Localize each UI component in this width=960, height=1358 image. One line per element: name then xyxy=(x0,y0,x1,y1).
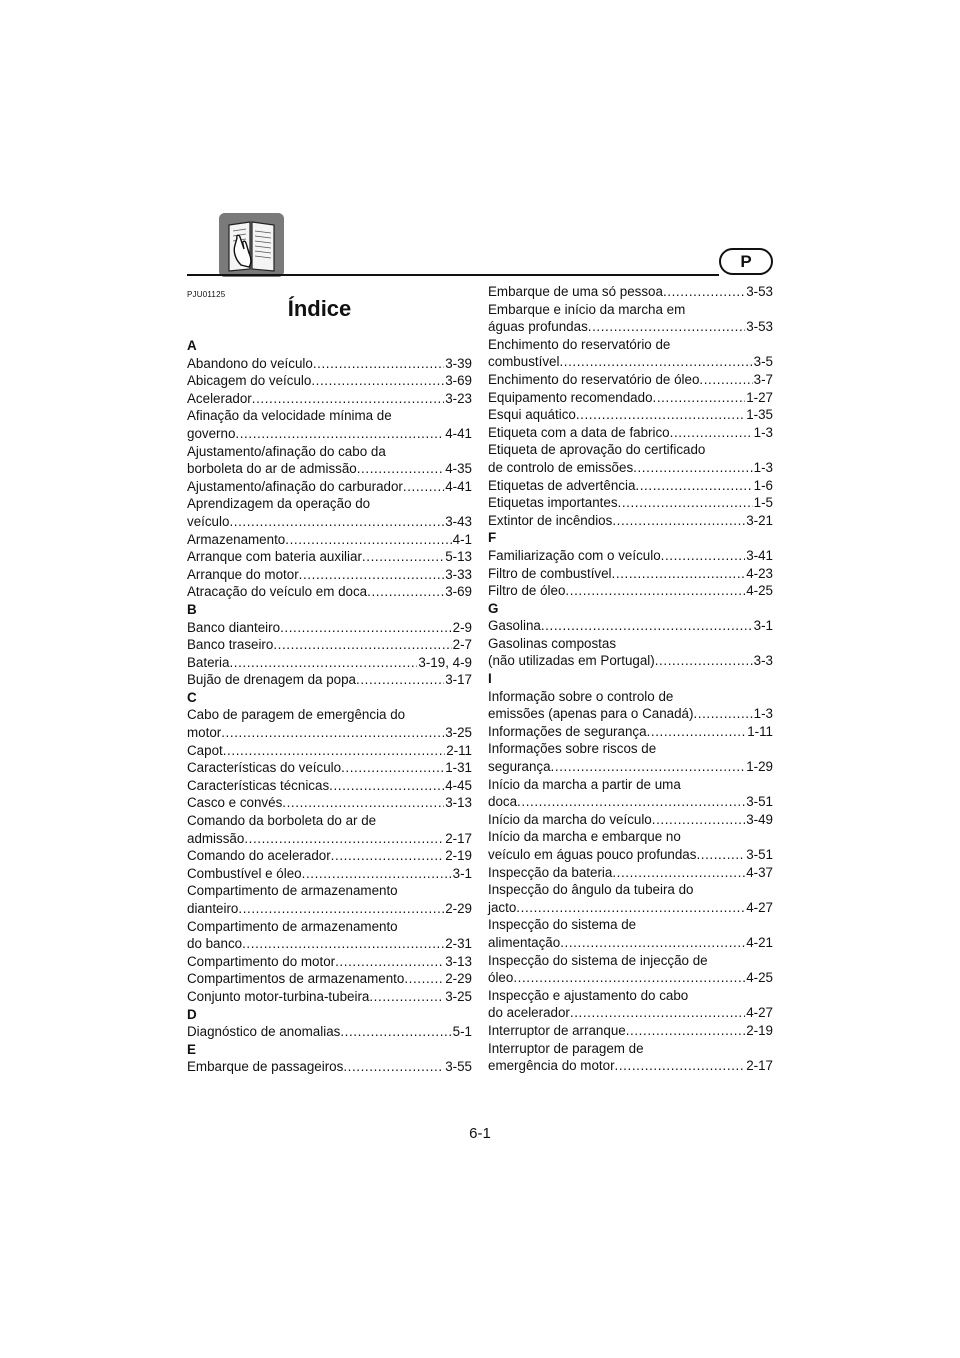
index-entry-text: (não utilizadas em Portugal) xyxy=(488,653,655,669)
dot-leader xyxy=(670,424,753,442)
dot-leader xyxy=(340,1023,451,1041)
index-entry-page: 3-1 xyxy=(753,618,773,634)
index-entry-text: Filtro de combustível xyxy=(488,565,612,581)
index-entry-page: 3-17 xyxy=(445,672,472,688)
dot-leader xyxy=(551,758,746,776)
index-letter-heading: G xyxy=(488,600,499,616)
index-entry-text: Banco traseiro xyxy=(187,637,274,653)
index-entry xyxy=(187,355,472,373)
index-entry-page: 2-29 xyxy=(445,901,472,916)
index-entry xyxy=(187,531,472,549)
index-entry xyxy=(488,617,773,635)
index-entry xyxy=(187,1058,472,1076)
dot-leader xyxy=(403,478,444,496)
index-entry xyxy=(488,389,773,407)
dot-leader xyxy=(588,318,745,336)
index-entry-page: 2-19 xyxy=(746,1022,773,1038)
dot-leader xyxy=(618,494,753,512)
index-entry-text: Compartimento de armazenamento xyxy=(187,918,398,934)
index-entry-text: veículo em águas pouco profundas xyxy=(488,847,697,862)
index-entry xyxy=(488,512,773,530)
index-entry-text: do acelerador xyxy=(488,1005,570,1021)
index-column-left xyxy=(187,337,472,1076)
index-entry-text: motor xyxy=(187,725,222,741)
index-entry-text: Início da marcha e embarque no xyxy=(488,829,681,845)
index-entry-text: alimentação xyxy=(488,934,561,950)
index-entry xyxy=(488,758,773,776)
index-entry-page: 1-11 xyxy=(747,723,773,739)
dot-leader xyxy=(313,355,444,373)
index-entry xyxy=(187,724,472,742)
index-entry-page: 2-9 xyxy=(452,619,472,635)
index-entry-text: óleo xyxy=(488,970,514,986)
index-entry-page: 3-53 xyxy=(746,319,773,335)
index-entry-text: Etiquetas importantes xyxy=(488,495,618,511)
index-entry-text: Características técnicas xyxy=(187,777,330,793)
index-entry-page: 2-17 xyxy=(445,830,472,846)
index-entry-page: 4-27 xyxy=(746,1005,773,1021)
index-entry-text: Filtro de óleo xyxy=(488,583,566,599)
index-entry xyxy=(488,1022,773,1040)
index-entry xyxy=(187,847,472,865)
dot-leader xyxy=(244,830,444,848)
index-entry-text: Cabo de paragem de emergência do xyxy=(187,707,406,723)
index-entry-page: 2-11 xyxy=(446,742,472,758)
index-entry xyxy=(488,1057,773,1075)
index-entry xyxy=(488,793,773,811)
index-entry-page: 1-29 xyxy=(746,759,773,775)
index-entry-page: 4-27 xyxy=(746,899,773,915)
index-entry-text: Inspecção do sistema de xyxy=(488,917,637,933)
dot-leader xyxy=(652,811,745,829)
index-entry-page: 2-17 xyxy=(746,1058,773,1074)
dot-leader xyxy=(221,724,444,742)
index-entry xyxy=(187,460,472,478)
index-entry xyxy=(187,566,472,584)
index-letter-heading: F xyxy=(488,530,497,546)
language-badge: P xyxy=(719,248,773,275)
dot-leader xyxy=(285,531,451,549)
dot-leader xyxy=(369,988,444,1006)
index-entry-text: Compartimentos de armazenamento xyxy=(187,971,405,987)
index-entry xyxy=(187,654,472,672)
index-entry-text: Inspecção do ângulo da tubeira do xyxy=(488,882,694,898)
dot-leader xyxy=(696,846,745,864)
index-entry-text: Abandono do veículo xyxy=(187,355,313,371)
dot-leader xyxy=(252,390,444,408)
index-entry-text: Interruptor de arranque xyxy=(488,1022,626,1038)
manual-book-icon xyxy=(219,213,284,277)
index-letter-heading: A xyxy=(187,338,197,353)
index-entry-text: Enchimento do reservatório de xyxy=(488,336,671,352)
index-entry xyxy=(187,742,472,760)
index-entry-text: do banco xyxy=(187,936,243,952)
dot-leader xyxy=(229,513,444,531)
index-entry-page: 3-39 xyxy=(445,355,472,371)
index-entry xyxy=(488,477,773,495)
index-entry-page: 4-23 xyxy=(746,565,773,581)
index-entry xyxy=(488,969,773,987)
dot-leader xyxy=(238,900,444,918)
index-entry-page: 4-45 xyxy=(445,777,472,793)
index-entry-text: doca xyxy=(488,794,518,810)
index-entry-text: Características do veículo xyxy=(187,760,342,776)
index-entry-page: 2-29 xyxy=(445,971,472,987)
index-column-right xyxy=(488,283,773,1075)
dot-leader xyxy=(517,793,745,811)
index-entry-text: Etiquetas de advertência xyxy=(488,477,636,493)
section-code: PJU01125 xyxy=(187,290,226,299)
index-entry-text: Arranque com bateria auxiliar xyxy=(187,549,362,565)
index-entry-page: 3-53 xyxy=(746,284,773,299)
index-entry-text: dianteiro xyxy=(187,901,239,916)
index-entry xyxy=(488,424,773,442)
dot-leader xyxy=(565,582,745,600)
index-letter-heading: I xyxy=(488,671,492,687)
dot-leader xyxy=(626,1022,745,1040)
index-entry-page: 3-51 xyxy=(746,847,773,862)
dot-leader xyxy=(615,1057,746,1075)
index-entry-text: combustível xyxy=(488,354,560,370)
index-entry xyxy=(187,671,472,689)
dot-leader xyxy=(693,705,752,723)
index-entry-text: Equipamento recomendado xyxy=(488,389,653,405)
dot-leader xyxy=(229,654,417,672)
index-entry-page: 1-27 xyxy=(746,389,773,405)
index-entry-page: 2-7 xyxy=(452,637,472,653)
index-entry-page: 3-7 xyxy=(753,371,773,387)
dot-leader xyxy=(302,865,452,883)
index-entry xyxy=(187,900,472,918)
index-entry-text: Embarque de passageiros xyxy=(187,1059,344,1075)
dot-leader xyxy=(223,742,445,760)
page-number: 6-1 xyxy=(469,1125,491,1142)
index-entry xyxy=(488,705,773,723)
index-entry xyxy=(187,794,472,812)
index-entry-text: Início da marcha a partir de uma xyxy=(488,776,681,792)
index-entry-page: 3-21 xyxy=(746,512,773,528)
index-entry-text: Informações sobre riscos de xyxy=(488,741,657,757)
dot-leader xyxy=(513,969,745,987)
dot-leader xyxy=(655,652,753,670)
index-letter-heading: E xyxy=(187,1041,196,1057)
index-entry-page: 3-19, 4-9 xyxy=(418,654,472,670)
index-entry xyxy=(488,934,773,952)
dot-leader xyxy=(663,283,745,301)
index-entry-text: Combustível e óleo xyxy=(187,865,302,881)
index-entry-text: Etiqueta de aprovação do certificado xyxy=(488,442,706,458)
index-entry-text: Conjunto motor-turbina-tubeira xyxy=(187,988,370,1004)
index-entry-page: 4-25 xyxy=(746,583,773,599)
index-entry xyxy=(187,513,472,531)
dot-leader xyxy=(329,777,444,795)
dot-leader xyxy=(335,953,444,971)
index-entry-text: Banco dianteiro xyxy=(187,619,281,635)
index-entry xyxy=(488,283,773,301)
index-entry xyxy=(187,1023,472,1041)
index-entry-text: Gasolina xyxy=(488,618,541,634)
index-entry xyxy=(488,723,773,741)
index-entry-page: 5-1 xyxy=(452,1024,472,1040)
dot-leader xyxy=(541,617,753,635)
dot-leader xyxy=(341,759,444,777)
index-entry-page: 4-41 xyxy=(445,478,472,494)
index-entry xyxy=(187,583,472,601)
index-entry-text: Afinação da velocidade mínima de xyxy=(187,408,392,424)
dot-leader xyxy=(516,899,745,917)
dot-leader xyxy=(311,372,444,390)
index-entry-text: Extintor de incêndios xyxy=(488,512,613,528)
index-entry xyxy=(488,406,773,424)
index-entry-text: Embarque e início da marcha em xyxy=(488,301,686,317)
index-entry-page: 5-13 xyxy=(445,549,472,565)
dot-leader xyxy=(299,566,445,584)
index-entry-text: Bateria xyxy=(187,654,230,670)
index-entry xyxy=(488,318,773,336)
dot-leader xyxy=(653,389,746,407)
index-entry-page: 3-1 xyxy=(452,865,472,881)
index-entry xyxy=(187,865,472,883)
index-entry-text: Arranque do motor xyxy=(187,566,299,582)
dot-leader xyxy=(560,934,745,952)
dot-leader xyxy=(357,460,444,478)
index-entry xyxy=(187,390,472,408)
index-entry-page: 1-35 xyxy=(746,407,773,423)
index-entry xyxy=(488,494,773,512)
index-entry-text: Compartimento do motor xyxy=(187,953,336,969)
index-entry-page: 3-13 xyxy=(445,953,472,969)
index-entry-text: Aprendizagem da operação do xyxy=(187,496,371,512)
index-entry xyxy=(187,478,472,496)
dot-leader xyxy=(331,847,445,865)
index-entry-page: 4-41 xyxy=(445,425,472,441)
index-entry-page: 4-25 xyxy=(746,970,773,986)
index-entry-text: Atracação do veículo em doca xyxy=(187,584,368,600)
dot-leader xyxy=(280,619,452,637)
index-entry xyxy=(187,548,472,566)
index-entry xyxy=(187,970,472,988)
page-title: Índice xyxy=(287,296,352,321)
index-entry-text: Casco e convés xyxy=(187,795,283,811)
index-entry-text: Inspecção do sistema de injecção de xyxy=(488,952,708,968)
index-entry-page: 3-5 xyxy=(753,354,773,370)
index-entry xyxy=(488,565,773,583)
index-entry-text: Capot xyxy=(187,742,223,758)
index-entry xyxy=(488,547,773,565)
index-entry-text: Comando da borboleta do ar de xyxy=(187,813,377,829)
index-entry-text: Diagnóstico de anomalias xyxy=(187,1024,341,1040)
dot-leader xyxy=(356,671,444,689)
dot-leader xyxy=(282,794,444,812)
index-entry-page: 3-25 xyxy=(445,725,472,741)
index-entry-page: 3-23 xyxy=(445,390,472,406)
index-entry xyxy=(488,811,773,829)
index-entry xyxy=(187,636,472,654)
dot-leader xyxy=(612,864,745,882)
dot-leader xyxy=(570,1004,745,1022)
index-entry xyxy=(488,371,773,389)
index-entry-text: Compartimento de armazenamento xyxy=(187,883,398,899)
dot-leader xyxy=(362,548,444,566)
index-entry-text: Gasolinas compostas xyxy=(488,635,617,651)
index-entry-text: Familiarização com o veículo xyxy=(488,547,661,563)
index-entry-text: governo xyxy=(187,425,236,441)
index-entry-text: Etiqueta com a data de fabrico xyxy=(488,424,670,440)
index-entry xyxy=(488,899,773,917)
dot-leader xyxy=(559,353,752,371)
index-entry-text: emissões (apenas para o Canadá) xyxy=(488,706,694,722)
index-entry xyxy=(187,935,472,953)
index-entry xyxy=(488,582,773,600)
index-entry-page: 4-21 xyxy=(746,934,773,950)
index-entry-page: 1-3 xyxy=(753,424,773,440)
index-entry xyxy=(187,830,472,848)
index-entry-text: jacto xyxy=(488,899,517,915)
index-entry-text: Ajustamento/afinação do carburador xyxy=(187,478,403,494)
index-entry-page: 3-41 xyxy=(746,547,773,563)
index-entry-text: admissão xyxy=(187,830,245,846)
index-entry-text: águas profundas xyxy=(488,319,588,335)
dot-leader xyxy=(273,636,451,654)
index-entry-text: Bujão de drenagem da popa xyxy=(187,672,357,688)
index-entry-page: 3-3 xyxy=(753,653,773,669)
index-entry-text: Comando do acelerador xyxy=(187,848,331,864)
index-entry xyxy=(187,372,472,390)
index-entry xyxy=(187,777,472,795)
index-entry-text: emergência do motor xyxy=(488,1058,615,1074)
index-entry xyxy=(488,864,773,882)
index-entry-text: Embarque de uma só pessoa xyxy=(488,284,663,299)
index-entry-page: 3-25 xyxy=(445,988,472,1004)
dot-leader xyxy=(404,970,444,988)
index-entry-text: Inspecção da bateria xyxy=(488,864,613,880)
index-entry-text: Enchimento do reservatório de óleo xyxy=(488,371,700,387)
dot-leader xyxy=(612,565,746,583)
header-rule xyxy=(187,274,719,276)
index-entry-page: 4-37 xyxy=(746,864,773,880)
index-entry-page: 3-51 xyxy=(746,794,773,810)
index-entry-text: borboleta do ar de admissão xyxy=(187,461,357,477)
index-entry xyxy=(488,459,773,477)
index-entry xyxy=(187,953,472,971)
dot-leader xyxy=(235,425,444,443)
index-entry-page: 1-6 xyxy=(753,477,773,493)
index-entry-page: 1-31 xyxy=(445,760,472,776)
index-entry-text: Ajustamento/afinação do cabo da xyxy=(187,443,386,459)
index-entry xyxy=(488,846,773,864)
index-entry-page: 4-1 xyxy=(452,531,472,547)
index-entry-page: 2-31 xyxy=(445,936,472,952)
index-entry-page: 3-33 xyxy=(445,566,472,582)
index-entry-text: de controlo de emissões xyxy=(488,459,634,475)
dot-leader xyxy=(343,1058,444,1076)
index-entry-text: Abicagem do veículo xyxy=(187,373,312,389)
index-entry xyxy=(187,619,472,637)
dot-leader xyxy=(699,371,752,389)
index-entry-text: Inspecção e ajustamento do cabo xyxy=(488,987,689,1003)
index-entry-text: veículo xyxy=(187,513,230,529)
index-entry-page: 3-13 xyxy=(445,795,472,811)
index-entry-page: 1-3 xyxy=(753,706,773,722)
index-entry-text: Informação sobre o controlo de xyxy=(488,688,674,704)
index-entry-page: 3-69 xyxy=(445,584,472,600)
index-entry-text: segurança xyxy=(488,759,551,775)
dot-leader xyxy=(661,547,746,565)
index-entry-page: 3-69 xyxy=(445,373,472,389)
index-entry-text: Início da marcha do veículo xyxy=(488,811,652,827)
dot-leader xyxy=(242,935,444,953)
dot-leader xyxy=(612,512,745,530)
index-letter-heading: B xyxy=(187,601,197,617)
index-entry-page: 3-55 xyxy=(445,1059,472,1075)
dot-leader xyxy=(647,723,747,741)
index-entry-text: Informações de segurança xyxy=(488,723,647,739)
index-entry-page: 3-43 xyxy=(445,513,472,529)
dot-leader xyxy=(633,459,752,477)
index-letter-heading: C xyxy=(187,689,197,705)
index-entry-text: Armazenamento xyxy=(187,531,286,547)
index-entry xyxy=(187,988,472,1006)
index-entry-text: Interruptor de paragem de xyxy=(488,1040,644,1056)
index-entry xyxy=(488,652,773,670)
index-entry-page: 3-49 xyxy=(746,811,773,827)
index-entry-page: 4-35 xyxy=(445,461,472,477)
index-entry xyxy=(187,759,472,777)
dot-leader xyxy=(576,406,745,424)
index-letter-heading: D xyxy=(187,1006,197,1022)
index-entry-page: 1-5 xyxy=(753,495,773,511)
dot-leader xyxy=(635,477,752,495)
index-entry xyxy=(488,1004,773,1022)
index-entry-text: Esqui aquático xyxy=(488,407,576,423)
index-entry-page: 1-3 xyxy=(753,459,773,475)
index-entry-page: 2-19 xyxy=(445,848,472,864)
dot-leader xyxy=(367,583,444,601)
index-entry-text: Acelerador xyxy=(187,390,252,406)
index-entry xyxy=(488,353,773,371)
index-entry xyxy=(187,425,472,443)
